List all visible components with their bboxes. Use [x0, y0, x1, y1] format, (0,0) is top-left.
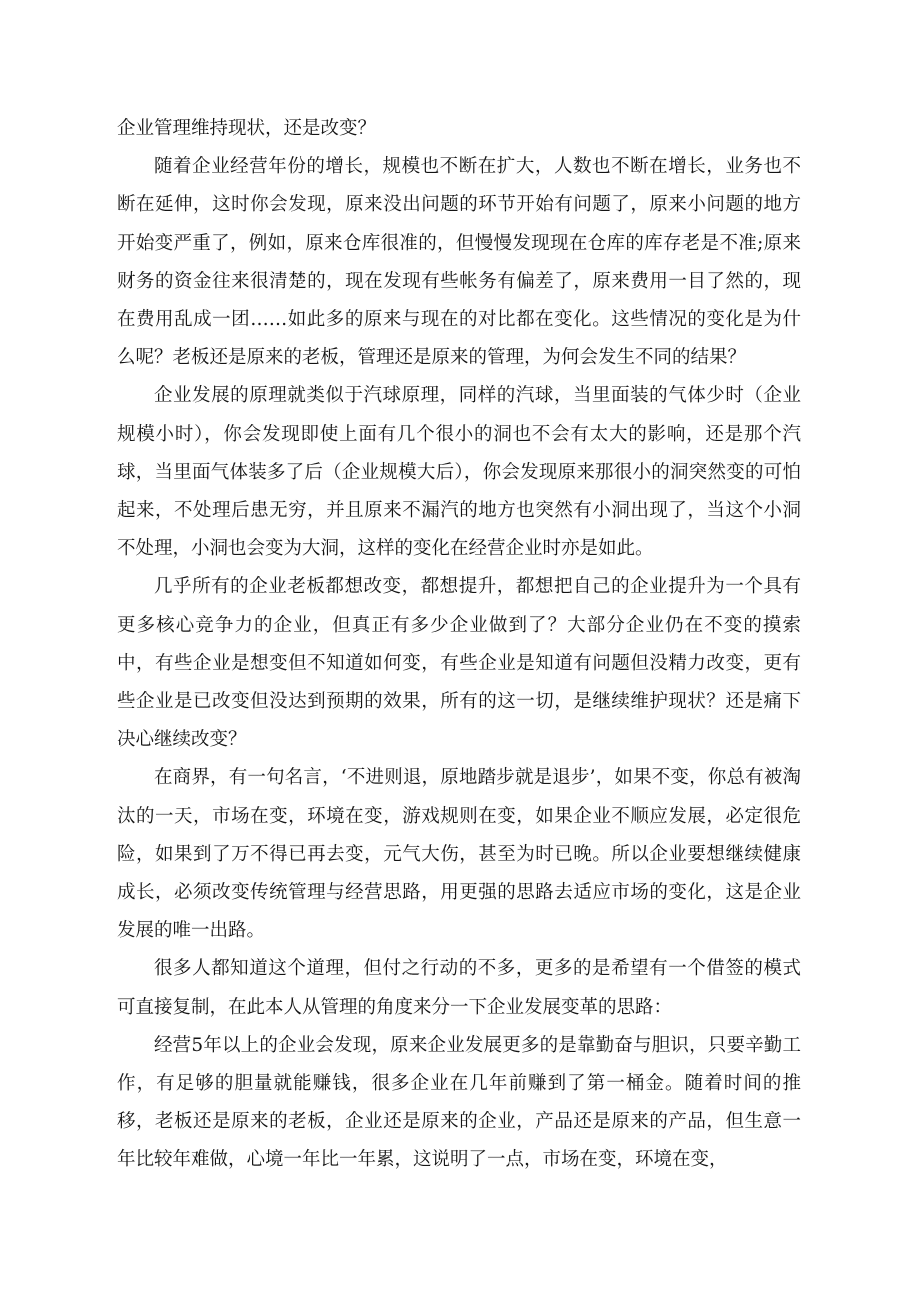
paragraph-2: 企业发展的原理就类似于汽球原理，同样的汽球，当里面装的气体少时（企业规模小时），你会发现即使上面有几个很小的洞也不会有太大的影响，还是那个汽球，当里面气体装多了后（企业规模大后），你会发现原来那很小的洞突然变的可怕起来，不处理后患无穷，并且原来不漏汽的地方也突然有小洞出现了，当这个小洞不处理，小洞也会变为大洞，这样的变化在经营企业时亦是如此。 [117, 385, 801, 560]
paragraph-6: 经营5年以上的企业会发现，原来企业发展更多的是靠勤奋与胆识，只要辛勤工作，有足够的胆量就能赚钱，很多企业在几年前赚到了第一桶金。随着时间的推移，老板还是原来的老板，企业还是原来的企业，产品还是原来的产品，但生意一年比较年难做，心境一年比一年累，这说明了一点，市场在变，环境在变， [117, 1034, 801, 1171]
paragraph-1: 随着企业经营年份的增长，规模也不断在扩大，人数也不断在增长，业务也不断在延伸，这时你会发现，原来没出问题的环节开始有问题了，原来小问题的地方开始变严重了，例如，原来仓库很准的，但慢慢发现现在仓库的库存老是不准;原来财务的资金往来很清楚的，现在发现有些帐务有偏差了，原来费用一目了然的，现在费用乱成一团……如此多的原来与现在的对比都在变化。这些情况的变化是为什么呢？老板还是原来的老板，管理还是原来的管理，为何会发生不同的结果？ [117, 156, 801, 369]
paragraph-3: 几乎所有的企业老板都想改变，都想提升，都想把自己的企业提升为一个具有更多核心竞争力的企业，但真正有多少企业做到了？大部分企业仍在不变的摸索中，有些企业是想变但不知道如何变，有些企业是知道有问题但没精力改变，更有些企业是已改变但没达到预期的效果，所有的这一切，是继续维护现状？还是痛下决心继续改变？ [117, 576, 801, 751]
paragraph-5: 很多人都知道这个道理，但付之行动的不多，更多的是希望有一个借签的模式可直接复制，在此本人从管理的角度来分一下企业发展变革的思路： [117, 958, 801, 1018]
paragraph-4: 在商界，有一句名言，‘不进则退，原地踏步就是退步’，如果不变，你总有被淘汰的一天，市场在变，环境在变，游戏规则在变，如果企业不顺应发展，必定很危险，如果到了万不得已再去变，元气大伤，甚至为时已晚。所以企业要想继续健康成长，必须改变传统管理与经营思路，用更强的思路去适应市场的变化，这是企业发展的唯一出路。 [117, 767, 801, 942]
document-title: 企业管理维持现状，还是改变？ [117, 118, 377, 139]
document-page [117, 110, 801, 1180]
